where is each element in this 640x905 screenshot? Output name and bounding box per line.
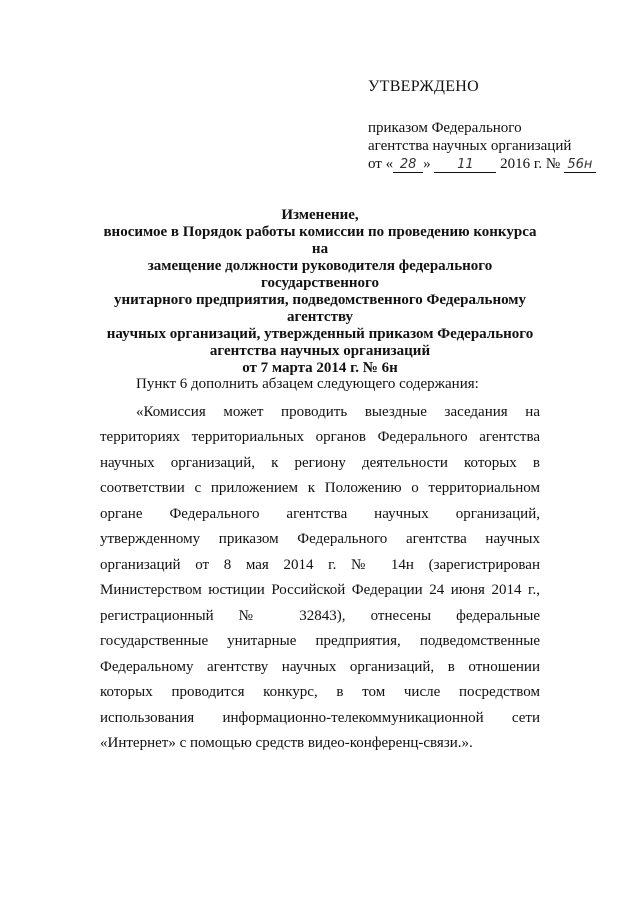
approval-date [368,155,618,173]
handwritten-day: 28 [393,158,423,173]
approval-line-1: приказом Федерального [368,120,522,136]
approval-title: УТВЕРЖДЕНО [368,78,480,95]
heading-line: от 7 марта 2014 г. № 6н [242,360,398,376]
body-intro: Пункт 6 дополнить абзацем следующего содержания: [136,376,479,392]
date-year: 2016 г. № [500,156,561,172]
handwritten-month: 11 [434,158,496,173]
date-prefix: от « [368,156,394,172]
document-body [100,372,540,757]
heading-title: Изменение, [281,207,359,223]
heading-line: агентства научных организаций [209,343,431,359]
heading-line: научных организаций, утвержденный приказом Федерального [106,326,534,342]
body-paragraph: «Комиссия может проводить выездные заседания на территориях территориальных органов Федерального агентства научных организаций, к региону деятельности которых в соответствии с приложением к Положению о территориальном органе Федерального агентства научных организаций, утвержденному приказом Федерального агентства научных организаций от 8 мая 2014 г. № 14н (зарегистрирован Министерством юстиции Российской Федерации 24 июня 2014 г., регистрационный № 32843), отнесены федеральные государственные унитарные предприятия, подведомственные Федеральному агентству научных организаций, в отношении которых проводится конкурс, в том числе посредством использования информационно-телекоммуникационной сети «Интернет» с помощью средств видео-конференц-связи.». [100,403,540,751]
date-quote-close: » [423,156,431,172]
approval-line-2: агентства научных организаций [368,138,572,154]
document-heading [95,207,545,377]
approval-block [368,77,618,173]
heading-line: замещение должности руководителя федерального государственного [147,258,493,291]
handwritten-order-number: 56н [564,158,596,173]
heading-line: унитарного предприятия, подведомственного Федеральному агентству [113,292,527,325]
heading-line: вносимое в Порядок работы комиссии по проведению конкурса на [103,224,537,257]
